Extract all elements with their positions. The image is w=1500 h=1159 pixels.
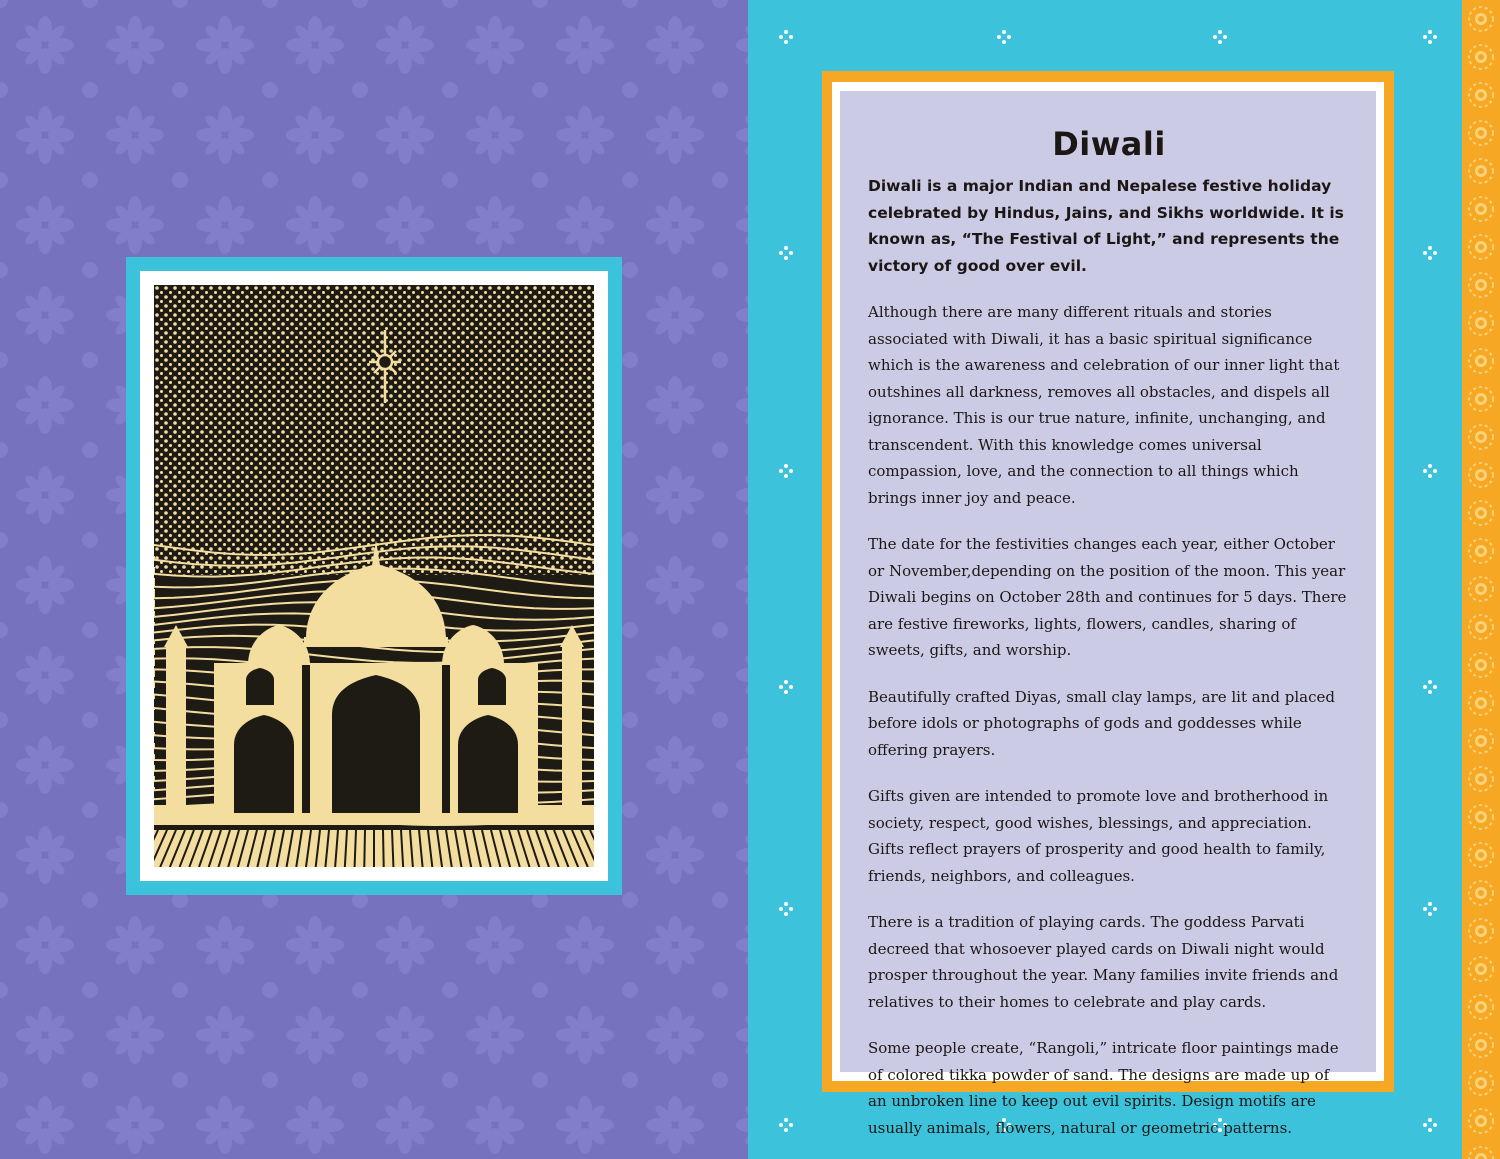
diamond-dots-icon [1423, 901, 1437, 915]
article-panel [840, 91, 1376, 1137]
taj-mahal-icon [154, 285, 594, 867]
body-paragraph: The date for the festivities changes each year, either October or November,depending on the position of the moon. This year Diwali begins on October 28th and continues for 5 days. There are festive fireworks, lights, flowers, candles, sharing of sweets, gifts, and worship. [868, 535, 1347, 659]
base-stripe [383, 830, 384, 867]
diamond-dots-icon [779, 1117, 793, 1131]
body-paragraph: Although there are many different rituals and stories associated with Diwali, it has a basic spiritual significance which is the awareness and celebration of our inner light that outshines all darkness, removes all obstacles, and dispels all ignorance. This is our true nature, infinite, unchanging, and transcendent. With this knowledge comes universal compassion, love, and the connection to all things which brings inner joy and peace. [868, 303, 1340, 507]
diamond-dots-icon [1423, 1117, 1437, 1131]
sunburst-border-icon [1462, 0, 1500, 1159]
right-page [748, 0, 1500, 1159]
taj-mahal-illustration [154, 285, 594, 867]
article-frame [822, 71, 1394, 1137]
body-paragraph: Some people create, “Rangoli,” intricate floor paintings made of colored tikka powder of sand. The designs are made up of an unbroken line to keep out evil spirits. Design motifs are usually animals, flowers, natural or geometric patterns. [868, 1039, 1339, 1137]
diamond-dots-icon [1213, 29, 1227, 43]
illustration-mat [140, 271, 608, 881]
diamond-dots-icon [779, 679, 793, 693]
diamond-dots-icon [779, 901, 793, 915]
diamond-dots-icon [1423, 245, 1437, 259]
body-paragraph: Beautifully crafted Diyas, small clay lamps, are lit and placed before idols or photographs of gods and goddesses while offering prayers. [868, 687, 1335, 759]
intro-paragraph: Diwali is a major Indian and Nepalese festive holiday celebrated by Hindus, Jains, and Sikhs worldwide. It is known as, “The Festival of Light,” and represents the victory of good over evil. [868, 177, 1344, 275]
body-paragraph: Gifts given are intended to promote love and brotherhood in society, respect, good wishes, blessings, and appreciation. Gifts reflect prayers of prosperity and good health to family, friends, neighbors, and colleagues. [868, 787, 1329, 885]
left-page [0, 0, 748, 1159]
diamond-dots-icon [1423, 29, 1437, 43]
diamond-dots-icon [779, 463, 793, 477]
article-mat [832, 82, 1384, 1137]
diamond-dots-icon [779, 245, 793, 259]
diamond-dots-icon [779, 29, 793, 43]
base-stripe [364, 830, 365, 867]
body-paragraph: There is a tradition of playing cards. The goddess Parvati decreed that whosoever played cards on Diwali night would prosper throughout the year. Many families invite friends and relatives to their homes to celebrate and play cards. [868, 913, 1339, 1011]
diamond-dots-icon [1423, 679, 1437, 693]
illustration-frame [126, 257, 622, 895]
diamond-dots-icon [997, 29, 1011, 43]
decorative-side-border [1462, 0, 1500, 1159]
article-title: Diwali [1052, 125, 1166, 163]
diamond-dots-icon [1423, 463, 1437, 477]
